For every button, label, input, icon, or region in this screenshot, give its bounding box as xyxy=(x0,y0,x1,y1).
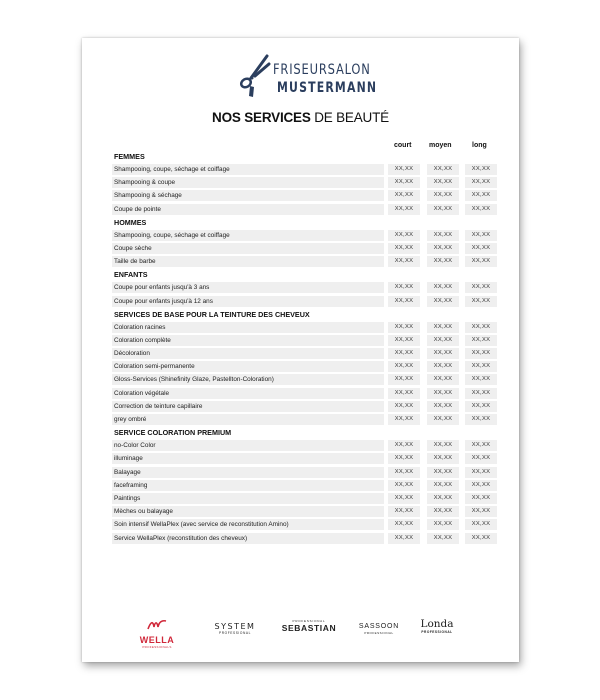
price-long: XX,XX xyxy=(465,506,497,517)
wella-name: WELLA xyxy=(139,635,175,645)
price-court: XX,XX xyxy=(388,177,420,188)
price-court: XX,XX xyxy=(388,374,420,385)
wella-sub: PROFESSIONALS xyxy=(142,645,172,649)
price-long: XX,XX xyxy=(465,190,497,201)
column-header-court: court xyxy=(394,142,412,149)
service-row xyxy=(112,163,497,176)
price-court: XX,XX xyxy=(388,361,420,372)
price-long: XX,XX xyxy=(465,388,497,399)
service-row xyxy=(112,452,497,465)
price-long: XX,XX xyxy=(465,533,497,544)
service-row xyxy=(112,176,497,189)
service-row xyxy=(112,492,497,505)
service-row xyxy=(112,255,497,268)
price-moyen: XX,XX xyxy=(427,374,459,385)
sassoon-logo xyxy=(354,622,404,635)
price-long: XX,XX xyxy=(465,256,497,267)
service-row xyxy=(112,360,497,373)
service-row xyxy=(112,518,497,531)
price-long: XX,XX xyxy=(465,230,497,241)
price-court: XX,XX xyxy=(388,480,420,491)
sebastian-logo xyxy=(274,619,344,633)
title-bold: NOS SERVICES xyxy=(212,110,311,125)
service-row xyxy=(112,189,497,202)
price-long: XX,XX xyxy=(465,348,497,359)
sebastian-name: SEBASTIAN xyxy=(281,623,337,633)
price-court: XX,XX xyxy=(388,453,420,464)
price-moyen: XX,XX xyxy=(427,322,459,333)
system-name: SYSTEM xyxy=(214,622,256,631)
service-row xyxy=(112,466,497,479)
service-name: Coupe sèche xyxy=(112,243,384,254)
price-moyen: XX,XX xyxy=(427,164,459,175)
price-long: XX,XX xyxy=(465,374,497,385)
price-moyen: XX,XX xyxy=(427,467,459,478)
service-name: Shampooing, coupe, séchage et coiffage xyxy=(112,164,384,175)
price-court: XX,XX xyxy=(388,348,420,359)
price-moyen: XX,XX xyxy=(427,256,459,267)
section-heading: SERVICES DE BASE POUR LA TEINTURE DES CHEVEUX xyxy=(114,309,310,319)
price-court: XX,XX xyxy=(388,467,420,478)
sassoon-sub: PROFESSIONAL xyxy=(364,631,394,635)
service-row xyxy=(112,281,497,294)
service-name: Coloration complète xyxy=(112,335,384,346)
price-court: XX,XX xyxy=(388,533,420,544)
title-regular: DE BEAUTÉ xyxy=(310,110,389,125)
column-header-moyen: moyen xyxy=(429,142,452,149)
price-moyen: XX,XX xyxy=(427,282,459,293)
service-name: Coloration racines xyxy=(112,322,384,333)
logo-text-mustermann: MUSTERMANN xyxy=(277,80,378,96)
page-title xyxy=(82,110,519,125)
service-name: Paintings xyxy=(112,493,384,504)
price-list-sheet xyxy=(82,38,519,662)
price-long: XX,XX xyxy=(465,453,497,464)
price-moyen: XX,XX xyxy=(427,335,459,346)
service-name: Shampooing, coupe, séchage et coiffage xyxy=(112,230,384,241)
service-row xyxy=(112,413,497,426)
price-court: XX,XX xyxy=(388,296,420,307)
price-court: XX,XX xyxy=(388,506,420,517)
service-row xyxy=(112,505,497,518)
price-long: XX,XX xyxy=(465,243,497,254)
service-name: Service WellaPlex (reconstitution des cheveux) xyxy=(112,533,384,544)
service-name: grey ombré xyxy=(112,414,384,425)
service-row xyxy=(112,373,497,386)
service-name: Soin intensif WellaPlex (avec service de reconstitution Amino) xyxy=(112,519,384,530)
price-long: XX,XX xyxy=(465,467,497,478)
price-moyen: XX,XX xyxy=(427,204,459,215)
price-moyen: XX,XX xyxy=(427,243,459,254)
price-long: XX,XX xyxy=(465,164,497,175)
sassoon-name: SASSOON xyxy=(358,623,400,630)
price-court: XX,XX xyxy=(388,493,420,504)
service-row xyxy=(112,203,497,216)
sebastian-pre: PROFESSIONAL xyxy=(292,619,326,623)
service-name: no-Color Color xyxy=(112,440,384,451)
price-court: XX,XX xyxy=(388,243,420,254)
price-moyen: XX,XX xyxy=(427,440,459,451)
service-name: illuminage xyxy=(112,453,384,464)
price-long: XX,XX xyxy=(465,361,497,372)
price-moyen: XX,XX xyxy=(427,401,459,412)
price-long: XX,XX xyxy=(465,282,497,293)
service-row xyxy=(112,439,497,452)
price-long: XX,XX xyxy=(465,493,497,504)
service-row xyxy=(112,479,497,492)
price-long: XX,XX xyxy=(465,177,497,188)
wella-logo xyxy=(134,618,180,649)
system-logo xyxy=(200,622,270,635)
service-row xyxy=(112,334,497,347)
price-moyen: XX,XX xyxy=(427,177,459,188)
price-moyen: XX,XX xyxy=(427,361,459,372)
price-court: XX,XX xyxy=(388,282,420,293)
price-court: XX,XX xyxy=(388,335,420,346)
price-long: XX,XX xyxy=(465,335,497,346)
price-moyen: XX,XX xyxy=(427,414,459,425)
price-court: XX,XX xyxy=(388,440,420,451)
service-name: faceframing xyxy=(112,480,384,491)
brand-logos xyxy=(82,618,519,652)
price-court: XX,XX xyxy=(388,256,420,267)
section-heading: FEMMES xyxy=(114,152,145,161)
price-long: XX,XX xyxy=(465,296,497,307)
price-long: XX,XX xyxy=(465,480,497,491)
service-name: Gloss-Services (Shinefinity Glaze, Pastellton-Coloration) xyxy=(112,374,384,385)
service-row xyxy=(112,242,497,255)
price-court: XX,XX xyxy=(388,204,420,215)
service-row xyxy=(112,347,497,360)
price-moyen: XX,XX xyxy=(427,493,459,504)
price-moyen: XX,XX xyxy=(427,453,459,464)
service-name: Décoloration xyxy=(112,348,384,359)
service-name: Coupe pour enfants jusqu'à 12 ans xyxy=(112,296,384,307)
price-long: XX,XX xyxy=(465,204,497,215)
service-name: Coloration végétale xyxy=(112,388,384,399)
price-moyen: XX,XX xyxy=(427,388,459,399)
column-header-long: long xyxy=(472,142,487,149)
service-name: Correction de teinture capillaire xyxy=(112,401,384,412)
service-row xyxy=(112,387,497,400)
system-sub: PROFESSIONAL xyxy=(219,631,251,635)
service-row xyxy=(112,532,497,545)
service-name: Coupe pour enfants jusqu'à 3 ans xyxy=(112,282,384,293)
section-heading: SERVICE COLORATION PREMIUM xyxy=(114,428,232,438)
price-court: XX,XX xyxy=(388,230,420,241)
price-moyen: XX,XX xyxy=(427,506,459,517)
price-table xyxy=(112,150,497,545)
price-long: XX,XX xyxy=(465,440,497,451)
price-moyen: XX,XX xyxy=(427,533,459,544)
service-name: Shampooing & coupe xyxy=(112,177,384,188)
price-long: XX,XX xyxy=(465,519,497,530)
price-long: XX,XX xyxy=(465,322,497,333)
price-court: XX,XX xyxy=(388,190,420,201)
service-name: Balayage xyxy=(112,467,384,478)
price-moyen: XX,XX xyxy=(427,296,459,307)
price-moyen: XX,XX xyxy=(427,190,459,201)
price-moyen: XX,XX xyxy=(427,348,459,359)
price-long: XX,XX xyxy=(465,414,497,425)
service-row xyxy=(112,229,497,242)
service-row xyxy=(112,321,497,334)
londa-sub: PROFESSIONAL xyxy=(421,630,453,634)
price-court: XX,XX xyxy=(388,164,420,175)
londa-logo xyxy=(412,618,462,634)
service-name: Taille de barbe xyxy=(112,256,384,267)
section-heading: HOMMES xyxy=(114,217,147,227)
scissors-icon xyxy=(237,52,273,100)
salon-logo xyxy=(237,52,437,102)
service-row xyxy=(112,295,497,308)
service-name: Coloration semi-permanente xyxy=(112,361,384,372)
price-long: XX,XX xyxy=(465,401,497,412)
price-moyen: XX,XX xyxy=(427,230,459,241)
service-row xyxy=(112,400,497,413)
service-name: Coupe de pointe xyxy=(112,204,384,215)
price-court: XX,XX xyxy=(388,414,420,425)
price-court: XX,XX xyxy=(388,322,420,333)
service-name: Shampooing & séchage xyxy=(112,190,384,201)
price-moyen: XX,XX xyxy=(427,480,459,491)
price-court: XX,XX xyxy=(388,519,420,530)
price-moyen: XX,XX xyxy=(427,519,459,530)
logo-text-friseursalon: FRISEURSALON xyxy=(273,62,371,78)
price-court: XX,XX xyxy=(388,388,420,399)
price-court: XX,XX xyxy=(388,401,420,412)
section-heading: ENFANTS xyxy=(114,270,148,280)
wella-wave-icon xyxy=(147,619,167,631)
service-name: Mèches ou balayage xyxy=(112,506,384,517)
londa-name: Londa xyxy=(420,618,454,630)
